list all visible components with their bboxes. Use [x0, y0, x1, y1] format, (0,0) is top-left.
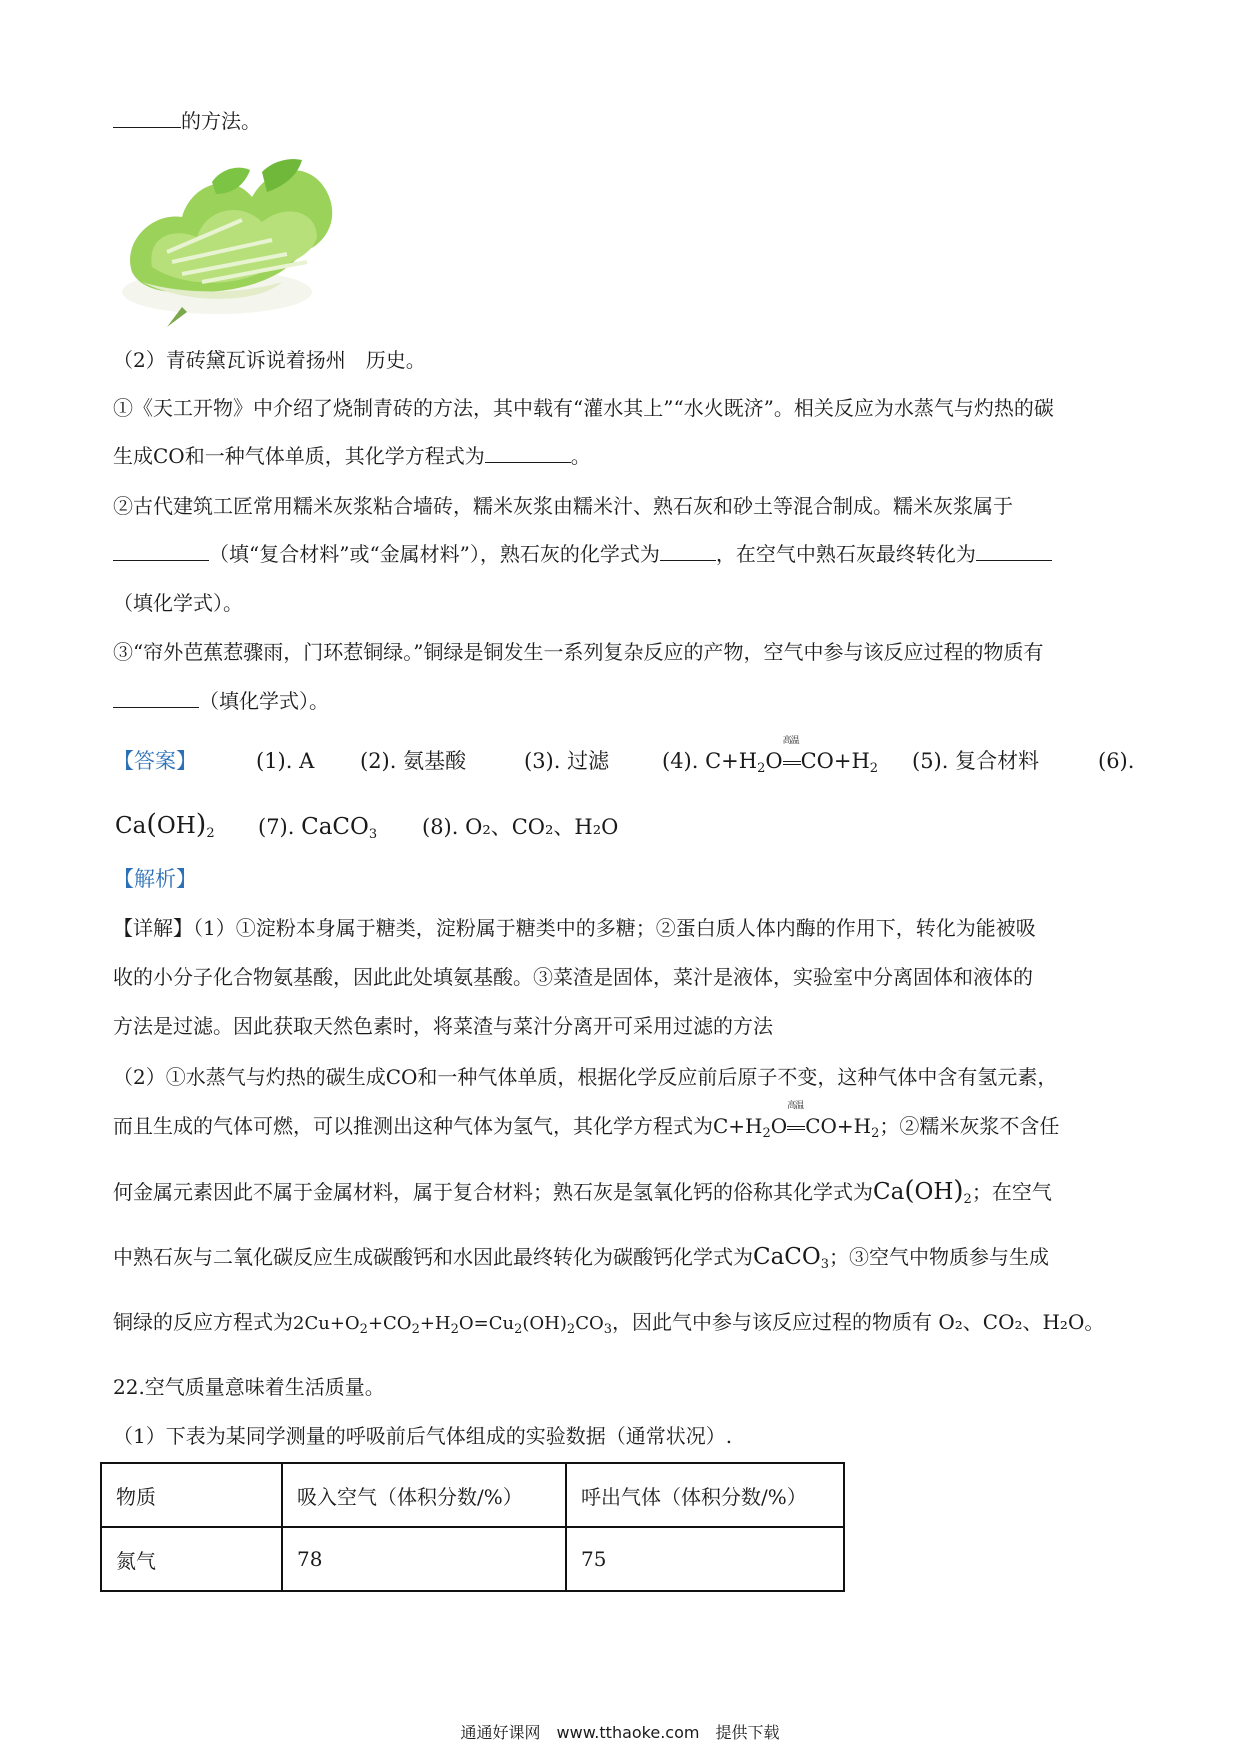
answer-6-num: (6).: [1098, 749, 1135, 773]
answer-2: (2). 氨基酸: [360, 749, 467, 773]
table-header-cell: 呼出气体（体积分数/%）: [566, 1463, 844, 1527]
answer-6-formula: $Ca(OH)_2$: [115, 809, 215, 841]
table-cell: 氮气: [101, 1527, 282, 1591]
table-row: [101, 1527, 844, 1591]
answer-7-formula: CaCO$_3$: [301, 814, 378, 842]
analysis-label: 【解析】: [113, 867, 197, 891]
table-cell: 78: [282, 1527, 566, 1591]
answer-5: (5). 复合材料: [912, 749, 1040, 773]
analysis-line-6-b: ；在空气: [971, 1180, 1052, 1204]
q2-p2-line3: （填化学式）。: [113, 591, 243, 615]
q2-p1-line2-text: 生成CO和一种气体单质，其化学方程式为: [113, 444, 485, 468]
analysis-line-8-a: 铜绿的反应方程式为: [113, 1310, 293, 1334]
q2-p3-line1: ③“帘外芭蕉惹骤雨，门环惹铜绿。”铜绿是铜发生一系列复杂反应的产物，空气中参与该反应过程的物质有: [113, 640, 1044, 664]
answer-7: [258, 812, 377, 850]
analysis-line-1: 【详解】（1）①淀粉本身属于糖类，淀粉属于糖类中的多糖；②蛋白质人体内酶的作用下，转化为能被吸: [113, 916, 1036, 940]
analysis-line-7: [113, 1242, 1133, 1280]
analysis-line-4: （2）①水蒸气与灼热的碳生成CO和一种气体单质，根据化学反应前后原子不变，这种气体中含有氢元素，: [113, 1065, 1058, 1089]
q2-p3-line2-text: （填化学式）。: [199, 689, 329, 713]
analysis-line-5: [113, 1101, 1133, 1149]
q2-p2-line1: ②古代建筑工匠常用糯米灰浆粘合墙砖，糯米灰浆由糯米汁、熟石灰和砂土等混合制成。糯米灰浆属于: [113, 494, 1013, 518]
answer-label: 【答案】: [113, 749, 197, 773]
q22-title: 22.空气质量意味着生活质量。: [113, 1375, 385, 1399]
table-cell: 75: [566, 1527, 844, 1591]
q2-p2-line2: [113, 539, 1133, 569]
footer-source: 通通好课网 www.tthaoke.com 提供下载: [460, 1723, 780, 1742]
analysis-line-5-a: 而且生成的气体可燃，可以推测出这种气体为氢气，其化学方程式为: [113, 1114, 713, 1138]
answer-4-num: (4).: [662, 749, 699, 773]
analysis-line-7-a: 中熟石灰与二氧化碳反应生成碳酸钙和水因此最终转化为碳酸钙化学式为: [113, 1245, 753, 1269]
q2-p2-line2-a: （填“复合材料”或“金属材料”），熟石灰的化学式为: [209, 542, 660, 566]
answer-blank: [976, 540, 1052, 561]
inline-equation-verdigris: $2Cu+O_2+CO_2+H_2O=Cu_2(OH)_2CO_3$: [293, 1313, 612, 1337]
answer-4-equation: $C+H_2O$ 高温 $CO+H_2$: [705, 736, 879, 776]
q2-p1-line2: [113, 441, 1133, 471]
bok-choy-image: [112, 142, 342, 337]
answer-blank: [485, 442, 571, 463]
answer-blank: [113, 540, 209, 561]
table-header-cell: 物质: [101, 1463, 282, 1527]
q2-p1-line1: ①《天工开物》中介绍了烧制青砖的方法，其中载有“灌水其上”“水火既济”。相关反应为水蒸气与灼热的碳: [113, 396, 1054, 420]
q2-p1-line2-end: 。: [570, 444, 591, 468]
analysis-line-8-b: ，因此气中参与该反应过程的物质有 O₂、CO₂、H₂O。: [612, 1310, 1105, 1334]
analysis-line-5-b: ；②糯米灰浆不含任: [879, 1114, 1060, 1138]
inline-formula-caoh2: $Ca(OH)_2$: [873, 1176, 972, 1207]
analysis-line-3: 方法是过滤。因此获取天然色素时，将菜渣与菜汁分离开可采用过滤的方法: [113, 1014, 773, 1038]
answer-blank: [660, 540, 716, 561]
q2-intro: （2）青砖黛瓦诉说着扬州 历史。: [113, 348, 426, 372]
q2-p3-line2: [113, 686, 1133, 716]
q2-p2-line2-b: ，在空气中熟石灰最终转化为: [715, 542, 976, 566]
q1-tail-line: [113, 106, 1133, 136]
analysis-line-6: [113, 1176, 1133, 1215]
q22-subtitle: （1）下表为某同学测量的呼吸前后气体组成的实验数据（通常状况）.: [113, 1424, 733, 1448]
answer-7-num: (7).: [258, 815, 295, 839]
table-header-row: [101, 1463, 844, 1527]
answer-blank: [113, 107, 181, 128]
inline-formula-caco3: CaCO$_3$: [753, 1244, 830, 1272]
q1-tail-text: 的方法。: [181, 109, 261, 133]
answer-3: (3). 过滤: [524, 749, 610, 773]
analysis-line-2: 收的小分子化合物氨基酸，因此此处填氨基酸。③菜渣是固体，菜汁是液体，实验室中分离固体和液体的: [113, 965, 1033, 989]
answer-8: (8). O₂、CO₂、H₂O: [422, 815, 619, 839]
answer-1: (1). A: [256, 749, 315, 773]
analysis-line-6-a: 何金属元素因此不属于金属材料，属于复合材料；熟石灰是氢氧化钙的俗称其化学式为: [113, 1180, 873, 1204]
analysis-line-7-b: ；③空气中物质参与生成: [829, 1245, 1050, 1269]
analysis-line-8: [113, 1307, 1133, 1345]
gas-composition-table: [100, 1462, 845, 1592]
inline-equation: $C+H_2O$ 高温 $CO+H_2$: [713, 1101, 880, 1141]
answer-4: [662, 736, 879, 784]
table-header-cell: 吸入空气（体积分数/%）: [282, 1463, 566, 1527]
answer-blank: [113, 687, 199, 708]
